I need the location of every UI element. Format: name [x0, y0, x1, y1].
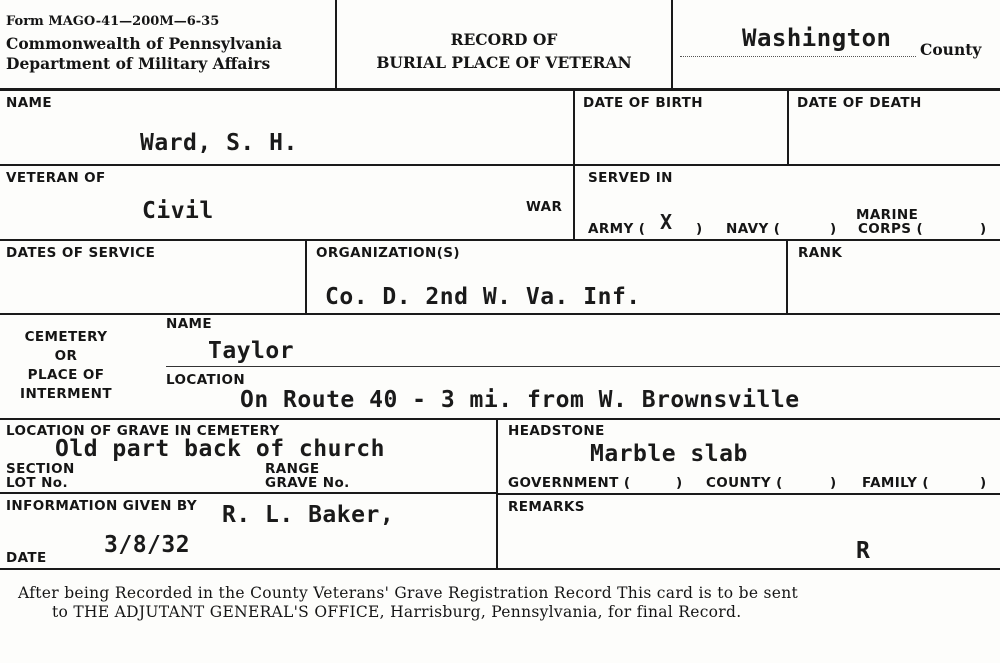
info-given-by-value: R. L. Baker, [222, 502, 395, 528]
cemetery-name-value: Taylor [208, 338, 295, 364]
divider [305, 240, 307, 313]
row-rule [0, 568, 1000, 570]
range-label: RANGE [265, 461, 320, 477]
army-close: ) [696, 221, 703, 237]
corps-label: CORPS ( [858, 221, 924, 237]
government-close: ) [676, 475, 683, 491]
government-label: GOVERNMENT ( [508, 475, 631, 491]
grave-location-label: LOCATION OF GRAVE IN CEMETERY [6, 423, 280, 439]
death-label: DATE OF DEATH [797, 95, 922, 111]
served-in-label: SERVED IN [588, 170, 673, 186]
army-label: ARMY ( [588, 221, 646, 237]
organization-label: ORGANIZATION(S) [316, 245, 460, 261]
section-label: SECTION [6, 461, 75, 477]
cemetery-location-value: On Route 40 - 3 mi. from W. Brownsville [240, 387, 800, 413]
headstone-value: Marble slab [590, 441, 748, 467]
footer-line-2: to THE ADJUTANT GENERAL'S OFFICE, Harrisburg, Pennsylvania, for final Record. [52, 603, 742, 621]
title-line-1: RECORD OF [450, 30, 558, 49]
marine-label: MARINE [856, 207, 919, 223]
divider [573, 90, 575, 164]
grave-location-value: Old part back of church [55, 436, 385, 462]
row-rule [0, 418, 1000, 420]
war-label: WAR [526, 199, 563, 215]
cemetery-side-line-4: INTERMENT [20, 386, 112, 402]
form-number: Form MAGO-41—200M—6-35 [6, 14, 220, 29]
cemetery-side-line-2: OR [54, 348, 78, 364]
rank-label: RANK [798, 245, 843, 261]
row-rule [0, 239, 1000, 241]
row-rule [0, 492, 496, 494]
veteran-of-label: VETERAN OF [6, 170, 106, 186]
county-option-close: ) [830, 475, 837, 491]
family-close: ) [980, 475, 987, 491]
header-rule [0, 88, 1000, 91]
cemetery-name-label: NAME [166, 316, 213, 332]
name-label: NAME [6, 95, 53, 111]
corps-close: ) [980, 221, 987, 237]
divider [335, 0, 337, 88]
lot-label: LOT No. [6, 475, 69, 491]
navy-label: NAVY ( [726, 221, 781, 237]
title-line-2: BURIAL PLACE OF VETERAN [376, 53, 632, 72]
county-rule [680, 56, 916, 57]
date-value: 3/8/32 [104, 532, 191, 558]
grave-number-label: GRAVE No. [265, 475, 350, 491]
info-given-by-label: INFORMATION GIVEN BY [6, 498, 198, 514]
cemetery-side-line-1: CEMETERY [24, 329, 108, 345]
remarks-value: R [856, 538, 871, 564]
divider [787, 90, 789, 164]
veteran-name: Ward, S. H. [140, 130, 298, 156]
veteran-of-value: Civil [142, 198, 214, 224]
headstone-label: HEADSTONE [508, 423, 605, 439]
county-option-label: COUNTY ( [706, 475, 783, 491]
army-checkmark: X [660, 210, 673, 234]
county-value: Washington [742, 24, 892, 52]
birth-label: DATE OF BIRTH [583, 95, 703, 111]
remarks-label: REMARKS [508, 499, 585, 515]
footer-line-1: After being Recorded in the County Veterans' Grave Registration Record This card is to be sent [18, 584, 799, 602]
row-rule [496, 493, 1000, 495]
navy-close: ) [830, 221, 837, 237]
row-rule [0, 313, 1000, 315]
cemetery-side-line-3: PLACE OF [27, 367, 105, 383]
org-line-2: Department of Military Affairs [6, 54, 271, 73]
county-label: County [920, 40, 982, 59]
dates-of-service-label: DATES OF SERVICE [6, 245, 156, 261]
family-label: FAMILY ( [862, 475, 929, 491]
cemetery-location-label: LOCATION [166, 372, 246, 388]
divider [573, 165, 575, 239]
divider [786, 240, 788, 313]
org-line-1: Commonwealth of Pennsylvania [6, 34, 282, 53]
date-label: DATE [6, 550, 47, 566]
row-rule [0, 164, 1000, 166]
cemetery-name-rule [166, 366, 1000, 367]
organization-value: Co. D. 2nd W. Va. Inf. [325, 284, 641, 310]
divider [671, 0, 673, 88]
